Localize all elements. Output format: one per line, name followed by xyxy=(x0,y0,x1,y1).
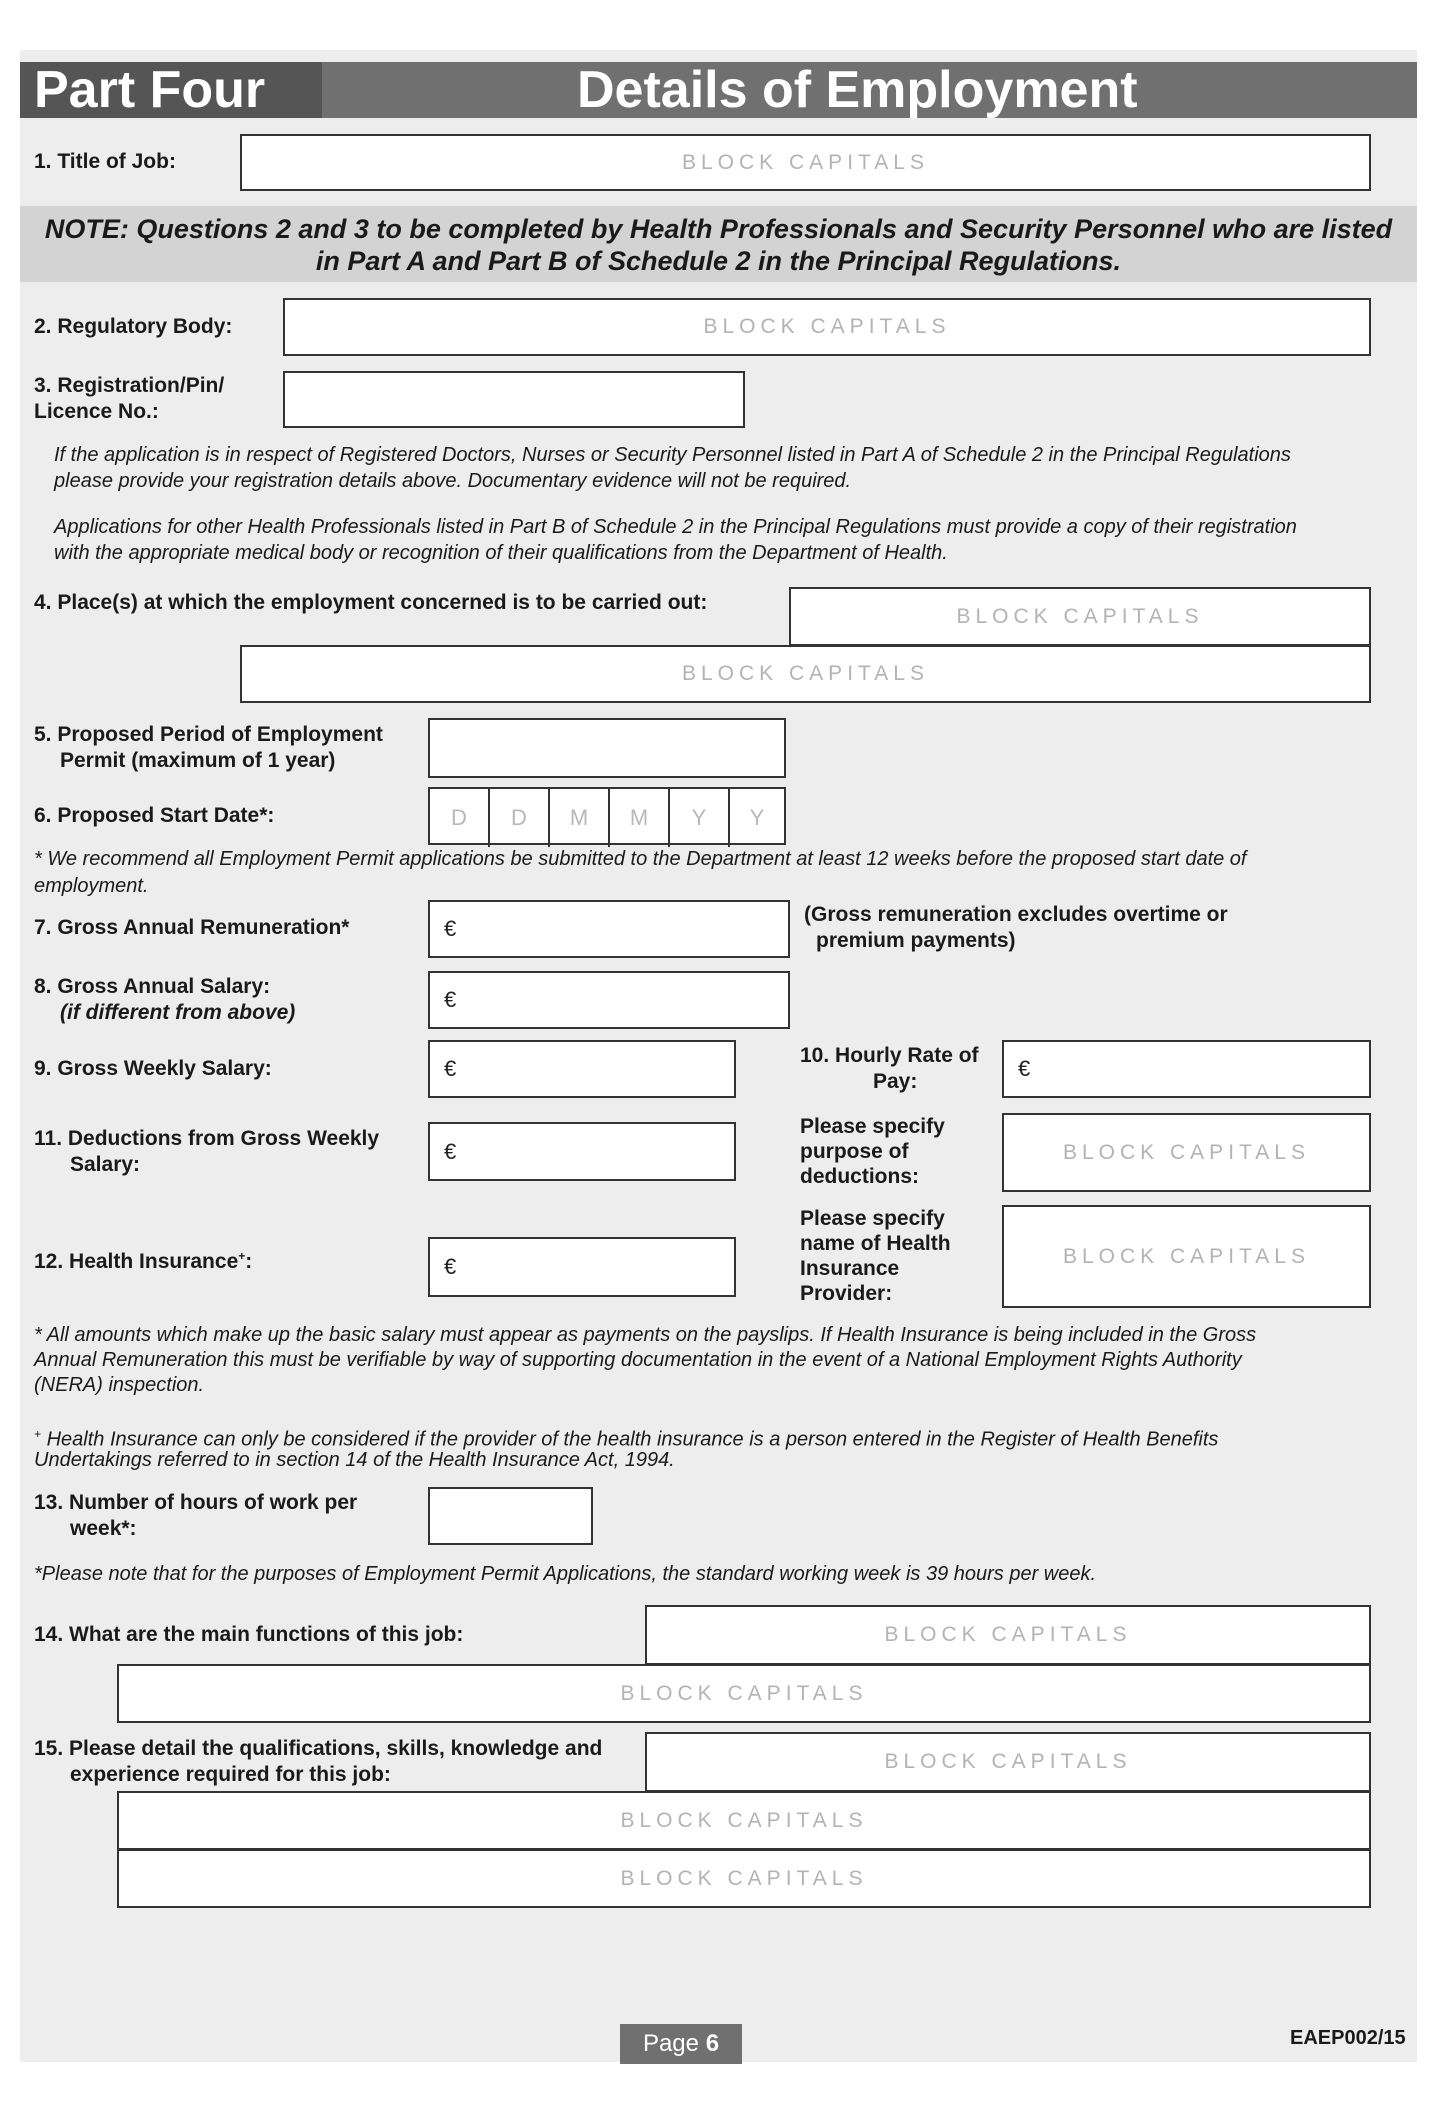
job-functions-field-2[interactable]: BLOCK CAPITALS xyxy=(117,1664,1371,1723)
qualifications-field-1[interactable]: BLOCK CAPITALS xyxy=(645,1732,1371,1792)
q11-label-line-2: Salary: xyxy=(70,1153,141,1176)
gross-annual-salary-field[interactable]: € xyxy=(428,971,790,1029)
hourly-rate-field[interactable]: € xyxy=(1002,1040,1371,1098)
regulatory-body-field[interactable]: BLOCK CAPITALS xyxy=(283,298,1371,356)
part-label: Part Four xyxy=(34,61,266,119)
info2-line-2: with the appropriate medical body or recognition of their qualifications from the Department of Health. xyxy=(54,542,948,564)
footnote2-line-1-text: Health Insurance can only be considered if the provider of the health insurance is a person entered in the Register of Health Benefits xyxy=(41,1428,1219,1451)
health-insurance-provider-field[interactable]: BLOCK CAPITALS xyxy=(1002,1205,1371,1308)
note-banner xyxy=(20,206,1417,282)
recommend-line-1: * We recommend all Employment Permit applications be submitted to the Department at least 12 weeks before the proposed start date of xyxy=(34,848,1247,870)
q12-label-colon: : xyxy=(245,1250,253,1273)
q12-spec-line-1: Please specify xyxy=(800,1207,945,1230)
qualifications-field-2[interactable]: BLOCK CAPITALS xyxy=(117,1791,1371,1850)
q4-label: 4. Place(s) at which the employment concerned is to be carried out: xyxy=(34,591,708,614)
note-line-2: in Part A and Part B of Schedule 2 in the Principal Regulations. xyxy=(315,246,1122,276)
q9-label: 9. Gross Weekly Salary: xyxy=(34,1057,272,1080)
health-insurance-field[interactable]: € xyxy=(428,1237,736,1297)
date-cell-m2[interactable]: M xyxy=(610,789,670,847)
q7-note-line-1: (Gross remuneration excludes overtime or xyxy=(804,903,1228,926)
page-title: Details of Employment xyxy=(577,61,1138,119)
q13-note: *Please note that for the purposes of Employment Permit Applications, the standard working week is 39 hours per week. xyxy=(34,1563,1097,1585)
footnote1-line-2: Annual Remuneration this must be verifiable by way of supporting documentation in the event of a National Employment Rights Authority xyxy=(34,1349,1242,1371)
date-cell-d2[interactable]: D xyxy=(490,789,550,847)
info1-line-1: If the application is in respect of Registered Doctors, Nurses or Security Personnel listed in Part A of Schedule 2 in the Principal Regulations xyxy=(54,444,1291,466)
q12-label-sup: + xyxy=(238,1249,246,1263)
gross-annual-remuneration-field[interactable]: € xyxy=(428,900,790,958)
page-label: Page xyxy=(642,2030,700,2057)
q12-label xyxy=(34,1243,252,1275)
q11-spec-line-1: Please specify xyxy=(800,1115,945,1138)
info2-line-1: Applications for other Health Professionals listed in Part B of Schedule 2 in the Principal Regulations must provide a copy of their registration xyxy=(54,516,1297,538)
q12-spec-line-2: name of Health xyxy=(800,1232,951,1255)
q13-label-line-2: week*: xyxy=(70,1517,137,1540)
start-date-field[interactable] xyxy=(428,787,786,845)
q3-label-line-1: 3. Registration/Pin/ xyxy=(34,374,225,397)
q14-label: 14. What are the main functions of this job: xyxy=(34,1623,464,1646)
q7-label: 7. Gross Annual Remuneration* xyxy=(34,916,350,939)
q5-label-line-2: Permit (maximum of 1 year) xyxy=(60,749,336,772)
page-number-tab xyxy=(620,2024,742,2064)
q12-label-text: 12. Health Insurance xyxy=(34,1250,239,1273)
form-code: EAEP002/15 xyxy=(1290,2027,1406,2049)
q8-label-line-2: (if different from above) xyxy=(60,1001,296,1024)
q10-label-line-2: Pay: xyxy=(873,1070,918,1093)
recommend-line-2: employment. xyxy=(34,875,149,897)
q12-spec-line-3: Insurance xyxy=(800,1257,900,1280)
footnote1-line-3: (NERA) inspection. xyxy=(34,1374,205,1396)
footnote2-sup: + xyxy=(34,1427,42,1441)
job-functions-field-1[interactable]: BLOCK CAPITALS xyxy=(645,1605,1371,1665)
date-cell-d1[interactable]: D xyxy=(430,789,490,847)
q2-label: 2. Regulatory Body: xyxy=(34,315,233,338)
q11-spec-line-2: purpose of xyxy=(800,1140,909,1163)
q1-label: 1. Title of Job: xyxy=(34,150,176,173)
q15-label-line-1: 15. Please detail the qualifications, skills, knowledge and xyxy=(34,1737,603,1760)
footnote2-line-2: Undertakings referred to in section 14 of the Health Insurance Act, 1994. xyxy=(34,1449,675,1471)
q11-label-line-1: 11. Deductions from Gross Weekly xyxy=(34,1127,380,1150)
date-cell-y1[interactable]: Y xyxy=(670,789,730,847)
gross-weekly-salary-field[interactable]: € xyxy=(428,1040,736,1098)
title-heading-bar xyxy=(322,62,1417,118)
q3-label-line-2: Licence No.: xyxy=(34,400,159,423)
deductions-purpose-field[interactable]: BLOCK CAPITALS xyxy=(1002,1113,1371,1192)
employment-period-field[interactable] xyxy=(428,718,786,778)
place-of-employment-field-2[interactable]: BLOCK CAPITALS xyxy=(240,645,1371,703)
deductions-field[interactable]: € xyxy=(428,1122,736,1181)
note-line-1: NOTE: Questions 2 and 3 to be completed by Health Professionals and Security Personnel who are listed xyxy=(44,214,1393,244)
footnote1-line-1: * All amounts which make up the basic salary must appear as payments on the payslips. If Health Insurance is being included in the Gross xyxy=(34,1324,1257,1346)
page-number: 6 xyxy=(705,2030,720,2057)
hours-per-week-field[interactable] xyxy=(428,1487,593,1545)
q15-label-line-2: experience required for this job: xyxy=(70,1763,391,1786)
date-cell-m1[interactable]: M xyxy=(550,789,610,847)
q6-label: 6. Proposed Start Date*: xyxy=(34,804,275,827)
q10-label-line-1: 10. Hourly Rate of xyxy=(800,1044,979,1067)
q13-label-line-1: 13. Number of hours of work per xyxy=(34,1491,358,1514)
place-of-employment-field-1[interactable]: BLOCK CAPITALS xyxy=(789,587,1371,646)
qualifications-field-3[interactable]: BLOCK CAPITALS xyxy=(117,1849,1371,1908)
q5-label-line-1: 5. Proposed Period of Employment xyxy=(34,723,383,746)
date-cell-y2[interactable]: Y xyxy=(749,805,765,830)
q8-label-line-1: 8. Gross Annual Salary: xyxy=(34,975,271,998)
q11-spec-line-3: deductions: xyxy=(800,1165,919,1188)
registration-number-field[interactable] xyxy=(283,371,745,428)
job-title-field[interactable]: BLOCK CAPITALS xyxy=(240,134,1371,191)
part-heading-bar xyxy=(20,62,322,118)
q7-note-line-2: premium payments) xyxy=(816,929,1016,952)
q12-spec-line-4: Provider: xyxy=(800,1282,893,1305)
info1-line-2: please provide your registration details above. Documentary evidence will not be required. xyxy=(54,470,852,492)
